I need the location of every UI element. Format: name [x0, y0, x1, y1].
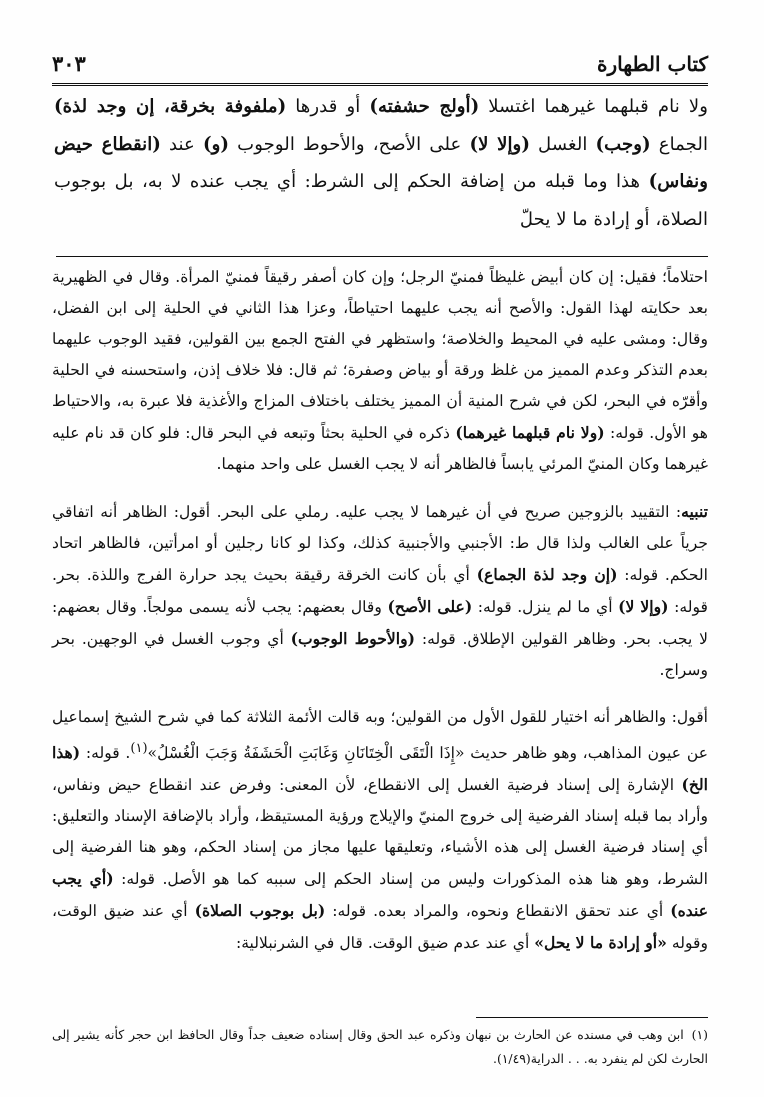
text-run: وقال بعضهم: يجب لأنه يسمى مولجاً. وقال بعضهم: لا يجب. بحر. وظاهر القولين الإطلاق. قوله:: [52, 598, 709, 648]
bold-phrase: (على الأصح): [387, 597, 473, 616]
footnote-number: (١): [691, 1027, 708, 1042]
text-run: أي عند ضيق الوقت، وقوله: [52, 902, 708, 953]
bold-phrase: (أولج حشفته): [369, 96, 480, 117]
text-run: الجماع: [650, 133, 709, 155]
bold-phrase: (وإلا لا): [469, 133, 530, 155]
text-run: أي بأن كانت الخرقة رقيقة بحيث يجد حرارة الفرج واللذة. بحر. قوله:: [52, 566, 708, 616]
commentary-paragraph: [52, 702, 708, 959]
text-run: أي ما لم ينزل. قوله:: [472, 598, 619, 616]
page-header: [52, 36, 708, 76]
text-run: عند: [160, 133, 204, 155]
text-run: أي عند عدم ضيق الوقت. قال في الشرنبلالية:: [235, 934, 535, 953]
bold-phrase: (والأحوط الوجوب): [290, 629, 416, 648]
text-run: أقول: والظاهر أنه اختيار للقول الأول من القولين؛ وبه قالت الأئمة الثلاثة كما في شرح الشيخ إسماعيل عن عيون المذاهب، وهو ظاهر حديث «إِذَا الْتَقَى الْخِتَانَانِ وَغَابَتِ الْحَشَفَةُ وَجَبَ الْغُسْلُ»: [52, 708, 708, 763]
bold-phrase: (بل بوجوب الصلاة): [194, 901, 326, 921]
footnote: [52, 1023, 708, 1071]
text-run: أي عند تحقق الانقطاع ونحوه، والمراد بعده. قوله:: [325, 902, 671, 921]
text-run: : التقييد بالزوجين صريح في أن غيرهما لا يجب عليه. رملي على البحر. أقول: الظاهر أنه اتفاقي جرياً على الغالب ولذا قال ط: الأجنبي والأجنبية كذلك، وكذا لو كانا رجلين أو امرأتين، فالظاهر اتحاد الحكم. قوله:: [52, 503, 708, 584]
text-run: . قوله:: [80, 744, 131, 763]
chapter-title: كتاب الطهارة: [597, 52, 708, 76]
bold-phrase: (وإلا لا): [618, 597, 669, 616]
commentary-paragraph: [52, 496, 708, 686]
page-number: ٣٠٣: [52, 51, 86, 76]
bold-phrase: (هذا الخ): [52, 743, 708, 795]
text-run: هذا وما قبله من إضافة الحكم إلى الشرط: أي يجب عنده لا به، بل بوجوب الصلاة، أو إرادة ما لا يحلّ: [54, 171, 708, 230]
text-run: ذكره في الحلية بحثاً وتبعه في البحر قال: فلو كان قد نام عليه غيرهما وكان المنيّ المرئي يابساً فالظاهر أنه لا يجب الغسل على واحد منهما.: [52, 424, 708, 473]
bold-phrase: (ولا نام قبلهما غيرهما): [455, 423, 605, 442]
section-divider: [56, 256, 708, 257]
text-run: أي وجوب الغسل في الوجهين. بحر وسراج.: [52, 630, 708, 679]
text-run: ولا نام قبلهما غيرهما اغتسلا: [479, 96, 708, 117]
footnote-text: ابن وهب في مسنده عن الحارث بن نبهان وذكره عبد الحق وقال إسناده ضعيف جداً وقال الحافظ ابن حجر كأنه يشير إلى الحارث لكن لم ينفرد به. . . الدراية(١/٤٩).: [52, 1027, 708, 1066]
bold-phrase: تنبيه: [681, 502, 708, 521]
text-run: على الأصح، والأحوط الوجوب: [229, 133, 470, 155]
footnote-rule: [476, 1017, 708, 1018]
main-text: [54, 88, 708, 238]
text-run: الإشارة إلى إسناد فرضية الغسل إلى الانقطاع، لأن المعنى: وفرض عند انقطاع حيض ونفاس، وأراد بما قبله إسناد الفرضية إلى خروج المنيّ والإيلاج ورؤية المستيقظ، وأراد بالإضافة الإسناد والتعليق: أي إسناد فرضية الغسل إلى هذه الأشياء، وتعليقها عليها مجاز من إسناد الحكم، وهو هنا الفرضية إلى الشرط، وهو هنا هذه المذكورات وليس من إسناد الحكم إلى سببه كما هو الأصل. قوله:: [52, 776, 708, 889]
commentary-paragraph: [52, 262, 708, 480]
header-rule: [52, 80, 708, 86]
commentary-text: [52, 262, 708, 959]
bold-phrase: (وجب): [595, 133, 651, 155]
bold-phrase: (ملفوفة بخرقة، إن وجد لذة): [54, 96, 287, 117]
bold-phrase: (إن وجد لذة الجماع): [476, 565, 618, 584]
footnote-reference[interactable]: (١): [130, 741, 148, 756]
bold-phrase: (انقطاع حيض ونفاس): [54, 133, 708, 193]
bold-phrase: «أو إرادة ما لا يحل»: [534, 933, 667, 953]
bold-phrase: (و): [203, 133, 230, 155]
text-run: الغسل: [529, 133, 596, 155]
text-run: أو قدرها: [286, 96, 370, 117]
text-run: احتلاماً؛ فقيل: إن كان أبيض غليظاً فمنيّ الرجل؛ وإن كان أصفر رقيقاً فمنيّ المرأة. وقال في الظهيرية بعد حكايته لهذا القول: والأصح أنه يجب عليهما احتياطاً، وعزا هذا الثاني في الحلية إلى ابن الفضل، وقال: ومشى عليه في المحيط والخلاصة؛ واستظهر في الفتح الجمع بين القولين، فقيد الوجوب عليهما بعدم التذكر وعدم المميز من غلظ ورقة أو بياض وصفرة؛ ثم قال: فلا خلاف إذن، واستحسنه في الحلية وأقرّه في البحر، لكن في شرح المنية أن المميز يختلف باختلاف المزاج والأغذية فلا عبرة به، والاحتياط هو الأول. قوله:: [52, 268, 708, 442]
main-paragraph: [54, 88, 708, 238]
bold-phrase: (أي يجب عنده): [52, 869, 708, 921]
